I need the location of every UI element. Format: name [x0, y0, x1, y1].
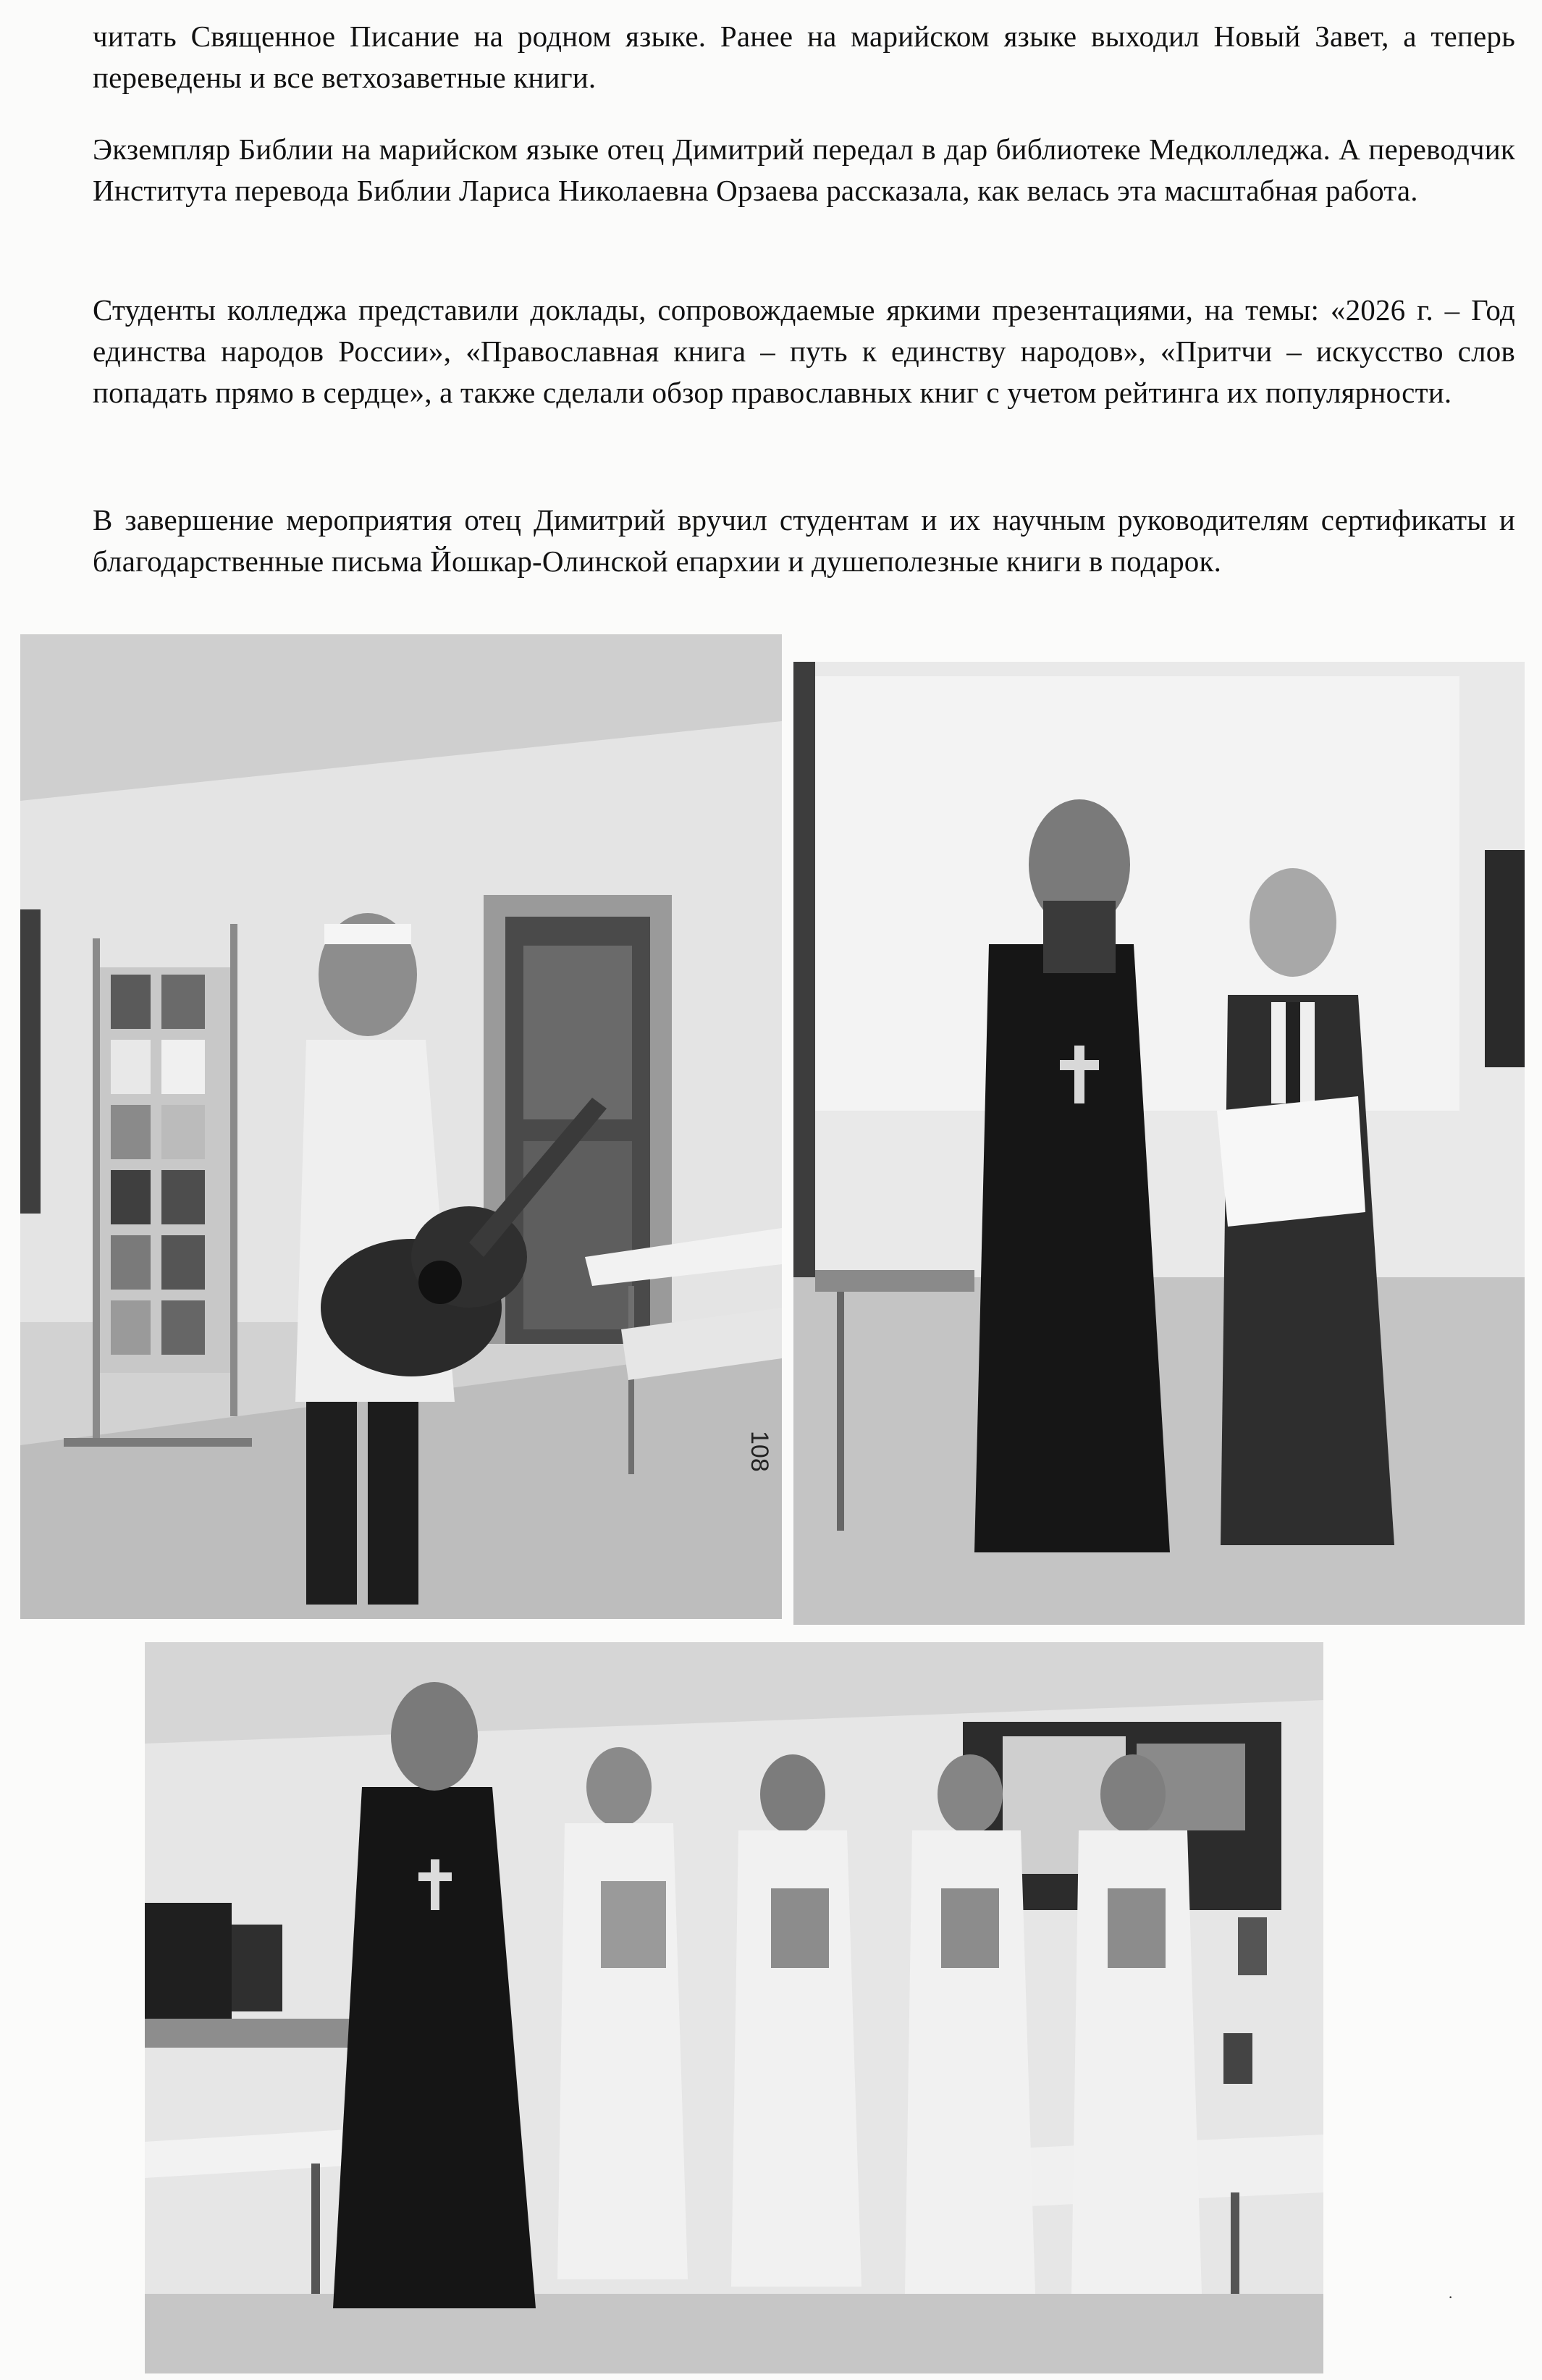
paragraph-2: Экземпляр Библии на марийском языке отец Димитрий передал в дар библиотеке Медколледжа. А переводчик Института перевода Библии Лариса Николаевна Орзаева рассказала, как велась эта масштабная работа. [93, 133, 1515, 207]
photo-guitar-player [20, 634, 782, 1619]
photo-group-with-students-image [145, 1642, 1323, 2373]
paragraph-3: Студенты колледжа представили доклады, сопровождаемые яркими презентациями, на темы: «2026 г. – Год единства народов России», «Православная книга – путь к единству народов», «Притчи – искусство слов попадать прямо в сердце», а также сделали обзор православных книг с учетом рейтинга их популярности. [93, 293, 1515, 409]
photo-guitar-player-image [20, 634, 782, 1619]
photo-group-with-students [145, 1642, 1323, 2373]
scan-speck: · [1448, 2288, 1454, 2306]
paragraph-4: В завершение мероприятия отец Димитрий вручил студентам и их научным руководителям сертификаты и благодарственные письма Йошкар-Олинской епархии и душеполезные книги в подарок. [93, 503, 1515, 578]
photo-priest-and-man-in-suit-image [793, 662, 1525, 1625]
room-number: 108 [746, 1431, 773, 1472]
paragraph-1: читать Священное Писание на родном языке. Ранее на марийском языке выходил Новый Завет, а теперь переведены и все ветхозаветные книги. [93, 20, 1515, 94]
photo-priest-and-man-in-suit [793, 662, 1525, 1625]
